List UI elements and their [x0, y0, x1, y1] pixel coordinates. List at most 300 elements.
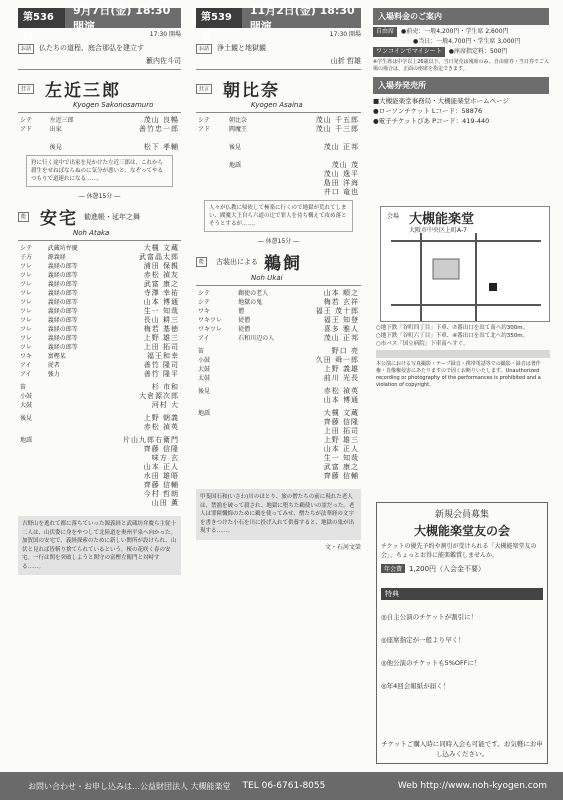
talk-title: 浄土観と地獄観 — [217, 44, 267, 52]
cast-row — [196, 445, 361, 454]
membership-box — [376, 502, 548, 764]
role-type: ツレ — [20, 308, 33, 315]
performer-name — [270, 152, 361, 161]
role-type — [196, 454, 244, 463]
cast-row — [196, 472, 361, 481]
cast-row — [196, 125, 361, 134]
cast-row — [18, 134, 181, 143]
performer-name: 齊藤 信隆 — [323, 418, 359, 426]
noh-cast — [196, 289, 361, 343]
performer-name: 大槻 文蔵 — [323, 409, 359, 417]
performer-name: 山田 薫 — [151, 499, 179, 507]
footer-website[interactable]: Web http://www.noh-kyogen.com — [397, 781, 547, 791]
role-name: 義経の郎等 — [47, 335, 78, 342]
membership-description: チケットの優先予約や割引が受けられる「大槻能楽堂友の会」、ちょっとお得に能楽鑑賞しませんか。 — [381, 543, 537, 559]
role-type: アイ — [20, 362, 32, 369]
cast-row — [18, 280, 181, 289]
role-name: 強力 — [47, 371, 60, 378]
performer-name: 赤松 禎英 — [143, 423, 179, 431]
cast-row — [18, 423, 181, 432]
role-name: 義経の郎等 — [47, 281, 78, 288]
performer-name: 茂山 逸平 — [323, 170, 359, 178]
talk-title: 仏たちの道程、庭合那弘を建立す — [39, 44, 145, 52]
role-name: 義経の郎等 — [47, 326, 78, 333]
cast-row — [196, 152, 361, 161]
venue-label: 会場 — [387, 213, 400, 220]
noh-roman: Noh Ataka — [73, 229, 110, 237]
performer-name: 水田 雄晤 — [143, 472, 179, 480]
role-type — [196, 436, 244, 445]
role-name: 閻魔王 — [228, 126, 247, 133]
role-type — [18, 499, 52, 508]
performer-name: 福王 茂十郎 — [315, 307, 359, 315]
noh-subtitle: 古装出による — [216, 257, 259, 266]
performer-name: 杉 市和 — [151, 383, 179, 391]
performer-name: 前川 光長 — [323, 374, 359, 382]
role-type — [196, 134, 227, 143]
noh-title: 安宅 — [40, 209, 79, 229]
role-type: シテ — [198, 290, 211, 297]
venue-address: 大阪市中央区上町A-7 — [409, 227, 467, 234]
access-line: ○地下鉄「谷町六丁目」下車、④番出口を出て北へ約350m。 — [376, 333, 529, 339]
role-type — [196, 152, 227, 161]
role-name: 出家 — [49, 126, 62, 133]
role-type — [196, 427, 244, 436]
performer-name: 井口 竜也 — [323, 188, 359, 196]
role-type: 小鼓 — [20, 393, 33, 400]
cast-row — [18, 307, 181, 316]
fee-price: ●当日：一般4,700円・学生席 3,000円 — [413, 38, 521, 45]
role-type — [196, 418, 244, 427]
performer-name: 大槻 文蔵 — [143, 244, 179, 252]
role-name: 地謡 — [228, 162, 241, 169]
cast-row — [18, 383, 181, 392]
benefit-item: ◎年4回会報紙が届く！ — [381, 682, 450, 690]
performer-name: 武富 康之 — [143, 280, 179, 288]
cast-row — [18, 298, 181, 307]
role-type: ツレ — [20, 335, 33, 342]
role-type — [196, 143, 227, 152]
cast-row — [18, 414, 181, 423]
access-line: ○市バス「国立病院」下車南へすぐ。 — [376, 341, 469, 347]
role-type — [18, 472, 52, 481]
role-type — [18, 143, 48, 152]
cast-row — [18, 481, 181, 490]
fee-category: ワンコインでマイシート — [373, 47, 445, 57]
role-name: 従僧 — [238, 326, 251, 333]
role-type — [196, 179, 227, 188]
role-type — [18, 134, 48, 143]
noh-synopsis: 吉野山を逃れて都に落ちていった源義経と武蔵坊弁慶ら主従十二人は、山伏姿に身をやつして北陸道を奥州平泉へ向かった。加賀国の安宅で、義経探索のために新しい関所が設けられ、山伏と見れば皆斬り捨てられているという。桜の花咲く春の安宅。一行は関を突破しようと関守の富樫左衛門と対峙する……。 — [18, 516, 181, 575]
benefits-header: 特典 — [381, 588, 543, 600]
role-type: 笛 — [20, 384, 27, 391]
talk: お話 仏たちの道程、庭合那弘を建立す — [18, 44, 181, 54]
performer-name: 齊藤 信輔 — [143, 481, 179, 489]
performer-name: 長山 耕三 — [143, 316, 179, 324]
performer-name: 生一 知哉 — [143, 307, 179, 315]
kyogen-synopsis: 狩に行く途中で出家を見かけた左近三郎は、これから殺生をせねばならぬのに気分が悪いと、なぞってやるつもりで道連れになる……。 — [26, 155, 173, 187]
role-name — [227, 152, 270, 161]
cast-row — [18, 143, 181, 152]
footer-phone: TEL 06-6761-8055 — [242, 781, 326, 791]
benefit-item: ◎座席指定が一般より早く！ — [381, 636, 465, 644]
program-539 — [196, 4, 361, 551]
cast-row — [18, 361, 181, 370]
role-name: 義経の郎等 — [47, 263, 78, 270]
opening-time: 17:30 開場 — [329, 31, 361, 38]
noh-title-block: 能 古装出による 鵜飼 — [196, 249, 361, 274]
performer-name: 山本 博通 — [323, 396, 359, 404]
performer-name: 茂山 正邦 — [323, 334, 359, 342]
role-type: アド — [20, 126, 33, 133]
performer-name: 赤松 禎英 — [323, 387, 359, 395]
role-type: 大鼓 — [20, 402, 33, 409]
performer-name: 片山九郎右衛門 — [123, 436, 179, 444]
performer-name: 大倉源次郎 — [139, 392, 179, 400]
ticket-shop: ●ローソンチケット Lコード：58876 — [373, 107, 483, 115]
cast-row — [196, 454, 361, 463]
role-type: ツレ — [20, 344, 33, 351]
cast-row — [18, 271, 181, 280]
role-name: 鵜使の老人 — [238, 290, 269, 297]
cast-row — [196, 316, 361, 325]
role-name — [227, 170, 270, 179]
noh-cast — [18, 244, 181, 379]
talk: お話 浄土観と地獄観 — [196, 44, 361, 54]
performer-name: 善竹 隆司 — [143, 361, 179, 369]
role-type: アド — [198, 126, 211, 133]
opening-time: 17:30 開場 — [149, 31, 181, 38]
kyogen-title: 左近三郎 — [45, 81, 122, 101]
membership-title: 大槻能楽堂友の会 — [413, 524, 510, 538]
performer-name: 山本 博通 — [143, 298, 179, 306]
ticket-shop: ■大槻能楽堂事務局・大槻能楽堂ホームページ — [373, 97, 510, 105]
performer-name: 久田 舜一郎 — [315, 356, 359, 364]
cast-row — [196, 143, 361, 152]
role-name — [227, 134, 270, 143]
role-name — [227, 179, 270, 188]
footer — [0, 772, 563, 800]
cast-row — [18, 436, 181, 445]
cast-row — [196, 188, 361, 197]
cast-row — [18, 244, 181, 253]
benefits-list — [381, 612, 543, 692]
performer-name: 善竹 隆平 — [143, 370, 179, 378]
role-type — [196, 445, 244, 454]
role-type: シテ — [198, 299, 211, 306]
cast-row — [18, 499, 181, 508]
performer-name: 梅若 玄祥 — [323, 298, 359, 306]
role-type: 笛 — [198, 348, 205, 355]
role-name: 義経の郎等 — [47, 317, 78, 324]
cast-row — [196, 116, 361, 125]
role-type: ツレ — [20, 281, 33, 288]
performer-name: 上野 朝義 — [143, 414, 179, 422]
role-type — [18, 490, 52, 499]
performer-name: 赤松 禎友 — [143, 271, 179, 279]
role-name: 地獄の鬼 — [238, 299, 263, 306]
role-type — [18, 463, 52, 472]
role-type: ツレ — [20, 272, 33, 279]
role-name: 義経の郎等 — [47, 344, 78, 351]
role-type: ツレ — [20, 317, 33, 324]
kyogen-title: 朝比奈 — [223, 81, 281, 101]
role-type: ワキ — [198, 308, 211, 315]
performer-name: 野口 亮 — [331, 347, 359, 355]
noh-koken — [18, 414, 181, 432]
cast-row — [18, 316, 181, 325]
fee-note: ※学生席は中学以上26歳以下。当日発売は残席のみ。自由席券・当日券でご入場の場合は、正面の座席を指定できます。 — [373, 59, 549, 72]
performer-name — [270, 134, 361, 143]
noh-title-block: 能 安宅 勧進帳・延年之舞 — [18, 204, 181, 229]
performer-name: 山本 順之 — [323, 289, 359, 297]
cast-row — [18, 125, 181, 134]
role-type: 大鼓 — [198, 366, 211, 373]
intermission: ― 休憩15分 ― — [257, 238, 300, 245]
role-name: 左近三郎 — [49, 117, 74, 124]
cast-row — [196, 463, 361, 472]
role-name: 従者 — [47, 362, 60, 369]
ticket-shop-list — [373, 96, 549, 126]
role-type: ツレ — [20, 299, 33, 306]
cast-row — [18, 343, 181, 352]
role-type — [196, 472, 244, 481]
info-column — [373, 8, 549, 126]
performer-name: 上田 拓司 — [323, 427, 359, 435]
role-type: 小鼓 — [198, 357, 211, 364]
intermission: ― 休憩15分 ― — [78, 193, 121, 200]
fee-header: 入場料金のご案内 — [373, 8, 549, 25]
role-type — [18, 481, 52, 490]
talk-speaker: 山折 哲雄 — [330, 57, 361, 65]
cast-row — [18, 334, 181, 343]
role-type — [18, 423, 65, 432]
performer-name: 茂山 良暢 — [143, 116, 179, 124]
noh-subtitle: 勧進帳・延年之舞 — [84, 212, 141, 221]
role-type: 子方 — [20, 254, 33, 261]
cast-row — [196, 134, 361, 143]
kyogen-synopsis: 人々が仏教に帰依して極楽に行くので地獄が荒れてしまい、閻魔大王自ら六道の辻で罪人を待ち構えて攻め落とそうとするが……。 — [204, 200, 353, 232]
noh-synopsis: 甲斐国石和(いさわ)川のほとり、旅の僧たちの前に現れた老人は、禁漁を破って殺され、地獄に堕ちた鵜使いの霊だった。老人は罪障懺悔のために鵜を使ってみせ、僧たちが法華経の文字を書きつけた小石を川に投げ入れて供養すると、地獄の鬼が出現する……。 — [196, 489, 361, 540]
cast-row — [196, 170, 361, 179]
cast-row — [196, 161, 361, 170]
performance-date: 11月2日(金) 18:30開演 — [249, 4, 355, 33]
cast-row — [196, 289, 361, 298]
role-type: 地謡 — [20, 437, 33, 444]
cast-row — [196, 179, 361, 188]
role-type: アイ — [198, 335, 210, 342]
role-name: 従僧 — [238, 317, 251, 324]
role-type: シテ — [198, 117, 211, 124]
performer-name: 福王 知登 — [323, 316, 359, 324]
role-name: 義経の郎等 — [47, 290, 78, 297]
role-name: 義経の郎等 — [47, 272, 78, 279]
performer-name: 浦田 保親 — [143, 262, 179, 270]
role-type — [196, 161, 227, 170]
annual-fee: 年会費 1,200円（入会金不要） — [381, 564, 543, 574]
cast-row — [18, 262, 181, 271]
cast-row — [18, 401, 181, 410]
cast-row — [18, 463, 181, 472]
cast-row — [196, 427, 361, 436]
performer-name: 善竹忠一郎 — [139, 125, 179, 133]
noh-chorus — [18, 436, 181, 508]
cast-row — [18, 325, 181, 334]
role-name: 源義経 — [47, 254, 66, 261]
membership-header: 新規会員募集 — [434, 510, 489, 520]
role-type: ツレ — [20, 263, 33, 270]
performer-name — [100, 134, 182, 143]
cast-row — [196, 436, 361, 445]
access-info — [376, 324, 550, 389]
role-name: 後見 — [49, 144, 62, 151]
performance-number: 第539回 — [196, 8, 242, 28]
fee-row — [373, 27, 549, 37]
role-type: 太鼓 — [198, 375, 211, 382]
performer-name: 武富晶太郎 — [139, 253, 179, 261]
ticket-shop-header: 入場券発売所 — [373, 77, 549, 94]
recording-warning: 本公演における写真撮影・テープ録音・携帯電話等での撮影・録音は著作権・肖像権侵害にあたりますので固くお断りいたします。Unauthorized recording or photography of the performances is prohibited and a violation of copyright. — [376, 361, 541, 388]
cast-row — [18, 352, 181, 361]
noh-title: 鵜飼 — [264, 254, 303, 274]
fee-price: ●座席指定料：500円 — [448, 48, 508, 55]
performer-name: 齊藤 信隆 — [143, 445, 179, 453]
role-type: ワキ — [20, 353, 33, 360]
cast-row — [18, 370, 181, 379]
role-name: 僧 — [238, 308, 245, 315]
role-name: 義経の郎等 — [47, 308, 78, 315]
access-line: ○地下鉄「谷町四丁目」下車、⑦番出口を出て南へ約300m。 — [376, 325, 529, 331]
talk-speaker: 籔内佐斗司 — [146, 57, 181, 65]
noh-roman: Noh Ukai — [251, 274, 283, 282]
cast-row — [196, 365, 361, 374]
fee-row — [373, 47, 549, 57]
credit: 文・石河文榮 — [324, 543, 361, 551]
performer-name: 島田 洋海 — [323, 179, 359, 187]
fee-table — [373, 27, 549, 57]
cast-row — [196, 387, 361, 396]
performer-name: 福王和幸 — [147, 352, 179, 360]
program-536 — [18, 4, 181, 575]
role-name: 武蔵坊弁慶 — [47, 245, 78, 252]
cast-row — [196, 347, 361, 356]
kyogen-cast — [18, 116, 181, 152]
noh-musicians — [18, 383, 181, 410]
cast-row — [18, 392, 181, 401]
role-name: 朝比奈 — [228, 117, 247, 124]
role-type — [18, 445, 52, 454]
cast-row — [196, 334, 361, 343]
ticket-shop: ●電子チケットぴあ Pコード：419-440 — [373, 117, 490, 125]
performer-name: 上野 義雄 — [323, 365, 359, 373]
performer-name: 茂山 茂 — [331, 161, 359, 169]
fee-price: ●前売：一般4,200円・学生席 2,600円 — [401, 28, 509, 35]
role-name — [227, 188, 270, 197]
role-type: 地謡 — [198, 410, 211, 417]
performer-name: 味方 玄 — [151, 454, 179, 462]
cast-row — [18, 445, 181, 454]
role-type — [196, 463, 244, 472]
performer-name: 山本 正人 — [143, 463, 179, 471]
role-type: 後見 — [20, 415, 33, 422]
cast-row — [196, 307, 361, 316]
performer-name: 齊藤 信輔 — [323, 472, 359, 480]
cast-row — [196, 374, 361, 383]
performer-name: 茂山 正邦 — [323, 143, 359, 151]
cast-row — [196, 418, 361, 427]
role-type: 後見 — [198, 388, 211, 395]
performer-name: 松下 孝輔 — [143, 143, 179, 151]
role-name: 富樫某 — [47, 353, 66, 360]
kyogen-title-block: 狂言 朝比奈 — [196, 76, 361, 101]
role-type: シテ — [20, 117, 33, 124]
benefit-item: ◎他公演のチケットも5%OFFに！ — [381, 659, 481, 667]
venue-map — [380, 206, 550, 322]
performer-name: 山本 正人 — [323, 445, 359, 453]
kyogen-roman: Kyogen Sakonosamuro — [73, 101, 154, 109]
role-type: ワキツレ — [198, 326, 223, 333]
footer-contact: お問い合わせ・お申し込みは…公益財団法人 大槻能楽堂 — [28, 781, 231, 791]
fee-row — [373, 37, 549, 47]
performance-number: 第536回 — [18, 8, 65, 28]
role-type: ワキツレ — [198, 317, 223, 324]
role-name: 後見 — [228, 144, 241, 151]
noh-chorus — [196, 409, 361, 481]
performer-name: 上野 雄三 — [323, 436, 359, 444]
cast-row — [196, 356, 361, 365]
cast-row — [18, 472, 181, 481]
fee-category: 自由席 — [373, 27, 397, 37]
cast-row — [18, 490, 181, 499]
performer-name: 上田 拓司 — [143, 343, 179, 351]
role-name: 義経の郎等 — [47, 299, 78, 306]
kyogen-title-block: 狂言 左近三郎 — [18, 76, 181, 101]
role-name: 石和川辺の人 — [238, 335, 275, 342]
cast-row — [18, 454, 181, 463]
noh-musicians — [196, 347, 361, 383]
cast-row — [18, 289, 181, 298]
benefit-item: ◎自主公演のチケットが割引に！ — [381, 613, 478, 621]
performer-name: 茂山 千三郎 — [315, 125, 359, 133]
cast-row — [196, 409, 361, 418]
kyogen-cast — [196, 116, 361, 197]
role-type: シテ — [20, 245, 33, 252]
role-type: ツレ — [20, 326, 33, 333]
performer-name: 茂山 千五郎 — [315, 116, 359, 124]
role-type: ツレ — [20, 290, 33, 297]
cast-row — [196, 325, 361, 334]
kyogen-roman: Kyogen Asaina — [251, 101, 303, 109]
role-type: アイ — [20, 371, 32, 378]
role-type — [196, 170, 227, 179]
performer-name: 上野 雄三 — [143, 334, 179, 342]
role-name — [48, 134, 100, 143]
cast-row — [18, 116, 181, 125]
performer-name: 梅若 基徳 — [143, 325, 179, 333]
cast-row — [196, 396, 361, 405]
performer-name: 寺澤 幸祐 — [143, 289, 179, 297]
fee-category — [373, 37, 409, 47]
noh-koken — [196, 387, 361, 405]
performer-name: 今村 哲朗 — [143, 490, 179, 498]
role-type — [18, 454, 52, 463]
performance-date: 9月7日(金) 18:30開演 — [73, 4, 171, 33]
membership-closing: チケットご購入時に同時入会も可能です。お気軽にお申し込みください。 — [381, 740, 543, 758]
venue-name: 大槻能楽堂 — [409, 212, 475, 227]
performer-name: 河村 大 — [151, 401, 179, 409]
cast-row — [18, 253, 181, 262]
map-drawing — [381, 233, 549, 321]
